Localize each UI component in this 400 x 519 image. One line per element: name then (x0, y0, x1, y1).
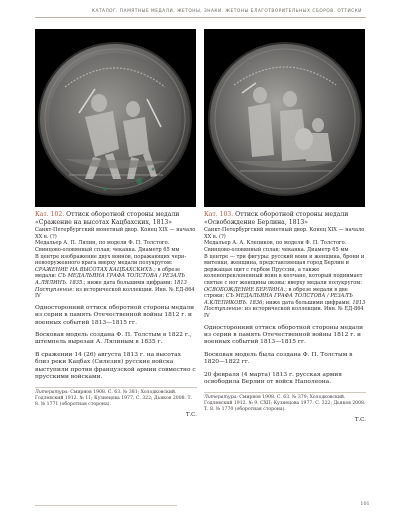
medal-photo-katzbach (35, 29, 196, 207)
provenance-text: из исторической коллекции. Инв. № ЕД-864 IV (204, 306, 364, 319)
desc-text: ; в обрезе медали в две строки: (204, 286, 348, 300)
entry-maker: Медальер А. П. Лялин, по модели Ф. П. Толстого. Свинцово-оловянный сплав; чеканка. Диаметр 65 мм (35, 240, 180, 253)
entry-provenance (35, 287, 197, 300)
entry-provenance (204, 306, 366, 319)
folio-rule-left (35, 505, 177, 506)
entry-description (204, 254, 366, 307)
entry-signature: Т.С. (185, 412, 197, 419)
medal-berlin-image (204, 29, 365, 207)
entry-heading (35, 211, 197, 226)
legend-text: СЪ МЕДАЛЬЯНА ГРАФА ТОЛСТОВА / РЕЗАЛЪ А.КЛЕПИКОВЪ. 1836 (204, 293, 353, 306)
running-head (0, 0, 400, 30)
legend-text: ОСВОБОЖДЕНИЕ БЕРЛИНА. (204, 286, 286, 293)
legend-text: СЪ МЕДАЛЬЯНА ГРАФА ТОЛСТОВА / РЕЗАЛЪ А.ЛЯЛИНЪ. (35, 273, 186, 286)
legend-text: СРАЖЕНИЕ НА ВЫСОТАХ КАЦБАХСКИХЪ. (35, 266, 155, 273)
literature-label: Литература: (35, 390, 69, 396)
entry-maker: Медальер А. А. Клепиков, по модели Ф. П. Толстого. Свинцово-оловянный сплав; чеканка. Диаметр 65 мм (204, 240, 349, 253)
entry-description: В центре изображение двух воинов, поражающих черн- невооруженного врага вверху медали полукругом: СРАЖЕНИЕ НА ВЫСОТАХ КАЦБАХСКИХЪ.; в обрезе медали: СЪ МЕДАЛЬЯНА ГРАФА ТОЛСТОВА / РЕЗАЛЪ А.ЛЯЛИНЪ. 1835.; ниже дата большими цифрами: 1813 (35, 253, 187, 286)
medal-photo-berlin (204, 29, 365, 207)
entry-paragraph: Односторонний оттиск оборотной стороны медали из серии в память Отечественной войны 1812 г. и военных событий 1813—1815 гг. (35, 304, 195, 326)
entry-title: Оттиск оборотной стороны медали «Освобождение Берлина, 1813» (204, 211, 349, 226)
running-head-title: КАТАЛОГ. ПАМЯТНЫЕ МЕДАЛИ, ЖЕТОНЫ, ЗНАКИ. ЖЕТОНЫ БЛАГОТВОРИТЕЛЬНЫХ СБОРОВ. ОТТИСКИ (91, 9, 362, 14)
legend-text: 1813 (173, 279, 187, 286)
desc-text: В центре — три фигуры: русский воин и женщина, брони и митенки, женщина, представляющая город Берлин и держащая щит с гербом Пруссии, а также коленопреклоненный воин в колчане, который поднимает святые с ног женщины оковы; вверху медали полукругом: (204, 253, 365, 286)
entry-paragraph: 20 февраля (4 марта) 1813 г. русская армия освободила Берлин от войск Наполеона. (204, 371, 342, 385)
entry-paragraph: Восковая модель создана Ф. П. Толстым в 1822 г., штемпель вырезан А. Лялиным в 1835 г. (35, 331, 192, 346)
entry-paragraph: Восковая модель была создана Ф. П. Толстым в 1820—1822 гг. (204, 351, 353, 366)
legend-text: 1813 (352, 299, 366, 306)
desc-text: В центре изображение двух воинов, поражающих черн- (35, 253, 187, 260)
literature-text: Смирнов 1908. С. 63. № 379; Холодковский. Годлевский 1912. № 9. CXII; Кузнецова 1977. С. 322; Дьяков 2008. Т. 8. № 1770 (оборотная сторона). (204, 395, 366, 413)
page-number: 101 (360, 502, 370, 507)
catalog-entry-103 (204, 211, 366, 424)
desc-text: в обрезе медали: (35, 266, 181, 280)
entry-mint: Санкт-Петербургский монетный двор. Конец XIX — начало XX в. (?) (204, 227, 365, 240)
medal-katzbach-image (35, 29, 196, 207)
desc-text: ; ниже дата большими цифрами: (83, 279, 173, 286)
running-head-rule (35, 17, 366, 18)
cat-number: Кат. 102. (35, 211, 65, 218)
entry-title: Оттиск оборотной стороны медали «Сражение на высотах Кацбахских, 1813» (35, 211, 180, 226)
provenance-label: Поступление: (204, 306, 244, 313)
provenance-label: Поступление: (35, 286, 75, 293)
desc-text: невооруженного врага вверху медали полукругом: (35, 260, 173, 267)
literature-rule (35, 387, 197, 388)
entry-mint: Санкт-Петербургский монетный двор. Конец XIX — начало XX в. (?) (35, 227, 196, 240)
cat-number: Кат. 103. (204, 211, 234, 218)
entry-literature (35, 390, 197, 408)
literature-text: Смирнов 1908. С. 63. № 381; Холодковский. Годлевский 1912. № 11; Кузнецова 1977. С. 322; Дьяков 2008. Т. 8. № 1771 (оборотная сторона). (35, 390, 192, 408)
literature-label: Литература: (204, 395, 238, 401)
provenance-text: из исторической коллекции. Инв. № ЕД-864 IV (35, 286, 195, 300)
catalog-entry-102 (35, 211, 197, 419)
entry-literature (204, 395, 366, 413)
entry-paragraph: Односторонний оттиск оборотной стороны медали из серии в память Отечественной войны 1812 г. и военных событий 1813—1815 гг. (204, 324, 364, 346)
desc-text: ; ниже дата большими цифрами: (262, 299, 351, 306)
entry-paragraph: В сражении 14 (26) августа 1813 г. на высотах близ реки Кацбах (Силезия) русские войска выступили против французской армии совместно с прусскими войсками. (35, 351, 196, 380)
legend-text: 1835. (69, 279, 84, 286)
entry-signature: Т.С. (354, 417, 366, 424)
entry-heading (204, 211, 366, 226)
literature-rule (204, 392, 366, 393)
